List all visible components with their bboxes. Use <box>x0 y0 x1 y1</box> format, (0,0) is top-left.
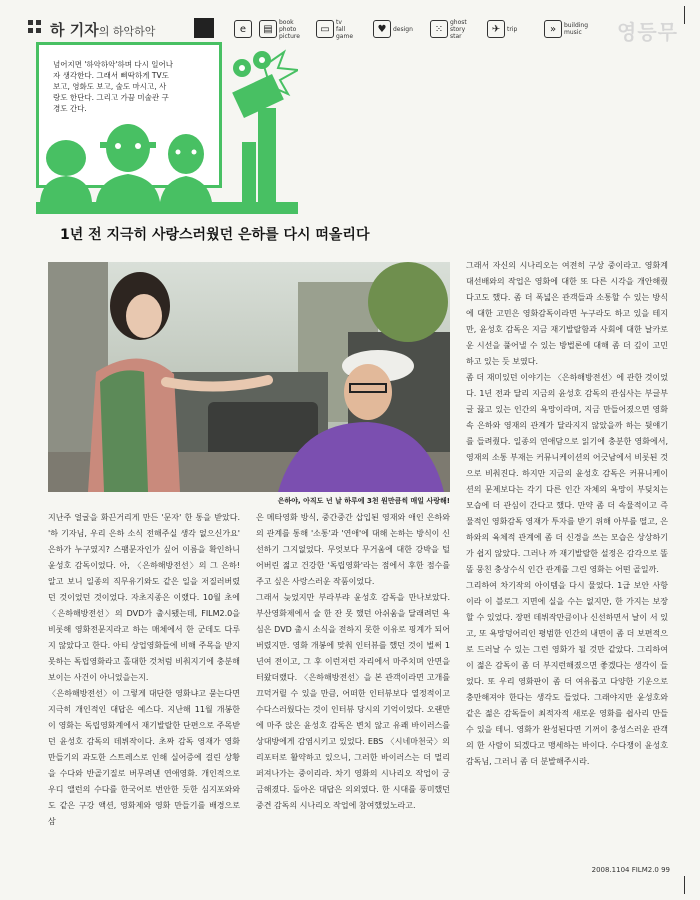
green-ground-bar <box>36 202 298 214</box>
nav-item-plane <box>487 16 537 42</box>
column-name: 하 기자의 하악하악 <box>50 21 156 39</box>
paragraph: 그리하여 차기작의 아이템을 다시 물었다. 1급 보안 사항이라 이 블로그 지면에 실을 수는 없지만, 한 가지는 보장할 수 있었다. 장편 데뷔작만큼이나 신선하면서 날이 서 있고, 또 욕망덩어리인 평범한 인간의 내면이 좀 더 보편적으로 드러날 수 있는 그런 영화가 될 것만 같았다. 그리하여 이 젊은 감독이 좀 더 부지런해졌으면 좋겠다는 생각이 들었다. 또 우리 영화판이 좀 더 여유롭고 다양한 기운으로 충만해져야 한다는 생각도 들었다. 그래야지만 윤성호와 같은 젊은 감독들이 최적자적 새로운 영화를 쉽사리 만들 수 있을 테니. 영화가 완성된다면 기꺼이 충성스러운 관객의 한 사람이 되겠다고 맹세하는 바이다. 수다쟁이 윤성호 감독님, 그러니 좀 더 분발해주시라. <box>466 581 668 766</box>
tv-icon: ▭ <box>316 20 334 38</box>
cartoon-figures <box>36 42 298 218</box>
nav-label: ghost story star <box>450 18 467 40</box>
dice-icon: ⁙ <box>430 20 448 38</box>
grid-icon <box>28 20 42 34</box>
nav-item-tv <box>316 16 366 42</box>
heart-icon: ♥ <box>373 20 391 38</box>
arrows-icon: » <box>544 20 562 38</box>
book-icon: ▤ <box>259 20 277 38</box>
category-nav <box>234 16 594 42</box>
body-column-2 <box>256 510 450 814</box>
nav-label: tv fall game <box>336 18 354 40</box>
nav-item-book <box>259 16 309 42</box>
black-square-mark <box>194 18 214 38</box>
movie-still-photo <box>48 262 450 492</box>
crop-mark <box>684 6 685 24</box>
nav-item-arrows <box>544 16 594 42</box>
paragraph: 지난주 얼굴을 화끈거리게 만든 '문자' 한 통을 받았다. '하 기자님, 우리 은하 소식 전해주실 생각 없으신가요' 은하가 누구였지? 스팸문자인가 싶어 이름을 확인하니 윤성호 감독이었다. 아, 〈은하해방전선〉의 그 은하! 알고 보니 일종의 직무유기와도 같은 일을 저질러버렸던 것이었던 것이었다. 자초지종은 이랬다. 10월 초에 〈은하해방전선〉의 DVD가 출시됐는데, FILM2.0을 비롯해 영화전문지라고 하는 매체에서 한 군데도 다루지 않았다고 한다. 아티 상업영화들에 비해 주목을 받지 못하는 독립영화라고 홀대한 것처럼 비춰지기에 충분해 보이는 사건이 아니었을는지. <box>48 513 240 682</box>
crop-mark <box>684 876 685 894</box>
ghost-title: 영등무 <box>617 20 678 44</box>
page-footer: 2008.1104 FILM2.0 99 <box>591 866 670 874</box>
column-illustration <box>36 42 298 218</box>
plane-icon: ✈ <box>487 20 505 38</box>
paragraph: 그래서 자신의 시나리오는 여전히 구상 중이라고. 영화계 대선배와의 작업은 영화에 대한 또 다른 시각을 개안해줬다고도 했다. 좀 더 폭넓은 관객들과 소통할 수 있는 방식에 대한 고민은 영화감독이라면 누구라도 하고 있을 테지만, 윤성호 감독은 지금 재기발랄함과 사회에 대한 날카로운 시선을 풀어낼 수 있는 방법론에 대해 좀 더 깊이 고민하고 있는 듯 보였다. <box>466 261 668 366</box>
nav-label: book photo picture <box>279 18 300 40</box>
paragraph: 〈은하해방전선〉이 그렇게 대단한 영화냐고 묻는다면 지극히 개인적인 대답은 예스다. 지난해 11월 개봉한 이 영화는 독립영화계에서 재기발랄한 단편으로 주목받던 윤성호 감독의 데뷔작이다. 초짜 감독 영재가 영화 만들기의 과도한 스트레스로 인해 실어증에 걸린 상황을 수다와 반골기질로 버무려낸 연애영화. 개인적으로 우디 앨런의 수다를 한국어로 번안한 듯한 심지포와와도 같은 구강 액션, 영화제와 영화 만들기를 배경으로 삼 <box>48 689 240 826</box>
headline: 1년 전 지극히 사랑스러웠던 은하를 다시 떠올리다 <box>60 227 370 243</box>
photo-caption: 은하야, 아직도 넌 날 하루에 3천 원만큼씩 매일 사랑해! <box>277 497 450 505</box>
paragraph: 그래서 늦었지만 부라부랴 윤성호 감독을 만나보았다. 부산영화제에서 술 한 잔 못 했던 아쉬움을 달래려던 욕심은 DVD 출시 소식을 전하지 못한 이유로 핑계가 되어버렸지만. 영화 개봉에 맞춰 인터뷰를 했던 것이 벌써 1년여 전이고, 그 후 이런저런 자리에서 마주치며 안면을 터왔더랬다. 〈은하해방전선〉을 본 관객이라면 고개를 끄덕거릴 수 있을 만큼, 어떠한 인터뷰보다 열정적이고 수다스러웠다는 것이 인터뷰 당시의 기억이었다. 오랜만에 마주 앉은 윤성호 감독은 변치 않고 유쾌 바이러스를 상대방에게 감염시키고 있었다. EBS 〈시네마천국〉의 리포터로 활약하고 있으니, 그러한 바이러스는 더 멀리 퍼져나가는 중이리라. 차기 영화의 시나리오 작업이 궁금해졌다. 돌아온 대답은 의외였다. 한 시대를 풍미했던 중견 감독의 시나리오 작업에 참여했었노라고. <box>256 593 450 810</box>
intro-text: 넘어지면 '하악하악'하며 다시 일어나자 생각한다. 그래서 삐딱하게 TV도 보고, 영화도 보고, 술도 마시고, 사랑도 한단다. 그리고 가끔 미술관 구경도 간다. <box>53 60 173 113</box>
nav-item-heart <box>373 16 423 42</box>
nav-item-dice <box>430 16 480 42</box>
nav-label: trip <box>507 25 518 33</box>
paragraph: 은 메타영화 방식, 중간중간 삽입된 영재와 애인 은하와의 관계를 통해 '소통'과 '연애'에 대해 논하는 방식이 신선하기 그지없었다. 무엇보다 무거움에 대한 강박을 털어버린 젊고 건강한 '독립영화'라는 점에서 후한 점수를 주고 싶은 사랑스러운 작품이었다. <box>256 513 450 586</box>
body-column-3 <box>466 258 668 770</box>
ie-icon: e <box>234 20 252 38</box>
nav-label: design <box>393 25 413 33</box>
nav-label: building music <box>564 22 589 36</box>
body-column-1 <box>48 510 240 830</box>
nav-item-ie <box>234 16 252 42</box>
paragraph: 좀 더 재미있던 이야기는 〈은하해방전선〉에 관한 것이었다. 1년 전과 달리 지금의 윤성호 감독의 관심사는 부글부글 끓고 있는 인간의 욕망이라며, 지금 만들어졌으면 영화 속 은하와 영재의 관계가 달라지지 않았을까 하는 뒷얘기를 들려줬다. 일종의 연애담으로 읽기에 충분한 영화에서, 영재의 소통 부재는 커뮤니케이션의 어긋남에서 비롯된 것으로 비춰진다. 하지만 지금의 윤성호 감독은 커뮤니케이션의 문제보다는 각기 다른 인간 자체의 욕망이 부딪치는 모습에 더 관심이 간다고 했다. 만약 좀 더 속물적이고 즉물적인 영화감독 영재가 투자를 받기 위해 아부를 떨고, 은하와의 육체적 관계에 좀 더 신경을 쓰는 모습은 상상하기가 쉽지 않았다. 그러나 까 재기발랄한 설정은 감각으로 똘똘 뭉친 충상수식 인간 관계를 그린 영화는 어떤 골일까. <box>466 373 668 574</box>
